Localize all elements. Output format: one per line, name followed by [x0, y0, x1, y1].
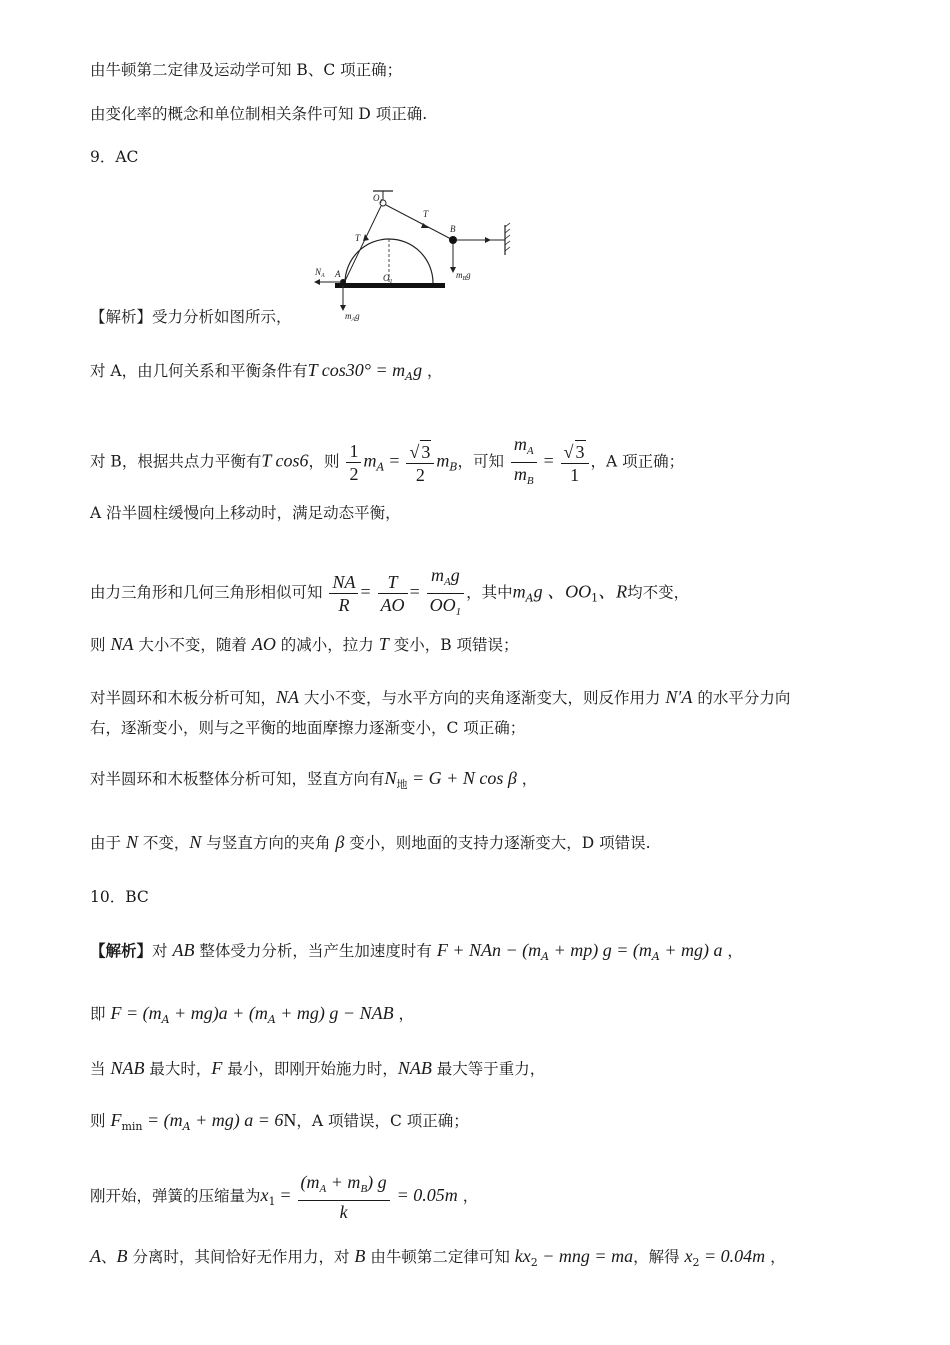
- label-A: A: [335, 269, 341, 279]
- fraction-T-AO: $\frac{T}{AO}$: [378, 571, 408, 616]
- fraction-x1: $\frac{(m_A + m_B) g}{k}$: [298, 1171, 390, 1223]
- text-line-dynamic: A 沿半圆柱缓慢向上移动时，满足动态平衡，: [90, 504, 401, 522]
- equation-line-similar: 由力三角形和几何三角形相似可知 $\frac{NA}{R}$ = $\frac{T}{AO}$ = $\frac{m_Ag}{OO_1}$ ，其中$m_Ag$ 、$OO_1$、R均不变，: [90, 564, 689, 623]
- question-9-answer: 9．AC: [90, 148, 139, 166]
- equation-line-x1: 刚开始，弹簧的压缩量为$x_1$ = $\frac{(m_A + m_B) g}{k}$ = 0.05m ，: [90, 1172, 479, 1222]
- label-T-lower: T: [355, 233, 361, 243]
- equation-line-AB: 【解析】对 AB 整体受力分析，当产生加速度时有 F + NAn − $(m_A + mp) g = (m_A + mg)$ a ，: [90, 940, 743, 963]
- question-10-answer: 10．BC: [90, 888, 149, 906]
- text-line-1: 由牛顿第二定律及运动学可知 B、C 项正确；: [90, 61, 403, 79]
- string-OB: [386, 205, 451, 239]
- equation-line-x2: A、B 分离时，其间恰好无作用力，对 B 由牛顿第二定律可知 $kx_2$ − mng = ma，解得 $x_2 = 0.04m$ ，: [90, 1246, 786, 1269]
- string-OA: [345, 206, 381, 281]
- arrow-T-lower: [363, 234, 369, 241]
- arrow-NA-head: [314, 279, 320, 285]
- label-T-upper: T: [423, 209, 429, 219]
- force-diagram: [305, 183, 535, 333]
- fraction-mAg-OO1: $\frac{m_Ag}{OO_1}$: [427, 564, 465, 623]
- text-line-ring-1: 对半圆环和木板分析可知，NA 大小不变，与水平方向的夹角逐渐变大，则反作用力 N′A 的水平分力向: [90, 687, 791, 707]
- text-line-B-wrong: 则 NA 大小不变，随着 AO 的减小，拉力 T 变小，B 项错误；: [90, 634, 519, 654]
- equation-line-Fmin: 则 $F_{min} = (m_A + mg) a = 6N$，A 项错误，C 项正确；: [90, 1110, 469, 1133]
- fraction-mA-over-mB: $\frac{m_A}{m_B}$: [511, 433, 537, 492]
- label-mBg: $m_Bg$: [456, 270, 471, 282]
- label-mAg: $m_Ag$: [345, 311, 360, 323]
- label-B: B: [450, 224, 456, 234]
- wall-hatch: [505, 223, 510, 251]
- equation-line-B: 对 B，根据共点力平衡有T cos6，则 $\frac{1}{2}$ $m_A$ = $\frac{√ 3}{2}$ $m_B$，可知 $\frac{m_A}{m_B}$ = $\frac{√ 3}{1}$ ，A 项正确；: [90, 433, 684, 492]
- fraction-NA-R: $\frac{NA}{R}$: [329, 571, 358, 616]
- analysis-intro: 【解析】受力分析如图所示，: [90, 308, 292, 326]
- text-line-D-wrong: 由于 N 不变，N 与竖直方向的夹角 β 变小，则地面的支持力逐渐变大，D 项错误.: [90, 832, 651, 852]
- fraction-half: $\frac{1}{2}$: [346, 440, 361, 485]
- text-line-NAB-max: 当 NAB 最大时，F 最小，即刚开始施力时，NAB 最大等于重力，: [90, 1058, 546, 1078]
- label-O1: $O_1$: [383, 273, 393, 285]
- fraction-root3-over-1: $\frac{√ 3}{1}$: [561, 440, 589, 486]
- fraction-root3-over-2: $\frac{√ 3}{2}$: [406, 440, 434, 486]
- label-O: $O_1$: [373, 193, 383, 205]
- label-NA: $N_A$: [315, 267, 325, 279]
- equation-line-F: 即 $F = (m_A + mg)a + (m_A + mg) g$ − NAB ，: [90, 1003, 415, 1026]
- equation-line-A: 对 A，由几何关系和平衡条件有T $\cos 30^\circ = m_Ag$ ，: [90, 360, 443, 383]
- equation-line-vertical: 对半圆环和木板整体分析可知，竖直方向有$N_地 = G + N$ cos β ，: [90, 768, 538, 791]
- arrow-B-right: [485, 237, 491, 243]
- text-line-ring-2: 右，逐渐变小，则与之平衡的地面摩擦力逐渐变小，C 项正确；: [90, 719, 526, 737]
- text-line-2: 由变化率的概念和单位制相关条件可知 D 项正确.: [90, 105, 428, 123]
- ball-B: [449, 236, 457, 244]
